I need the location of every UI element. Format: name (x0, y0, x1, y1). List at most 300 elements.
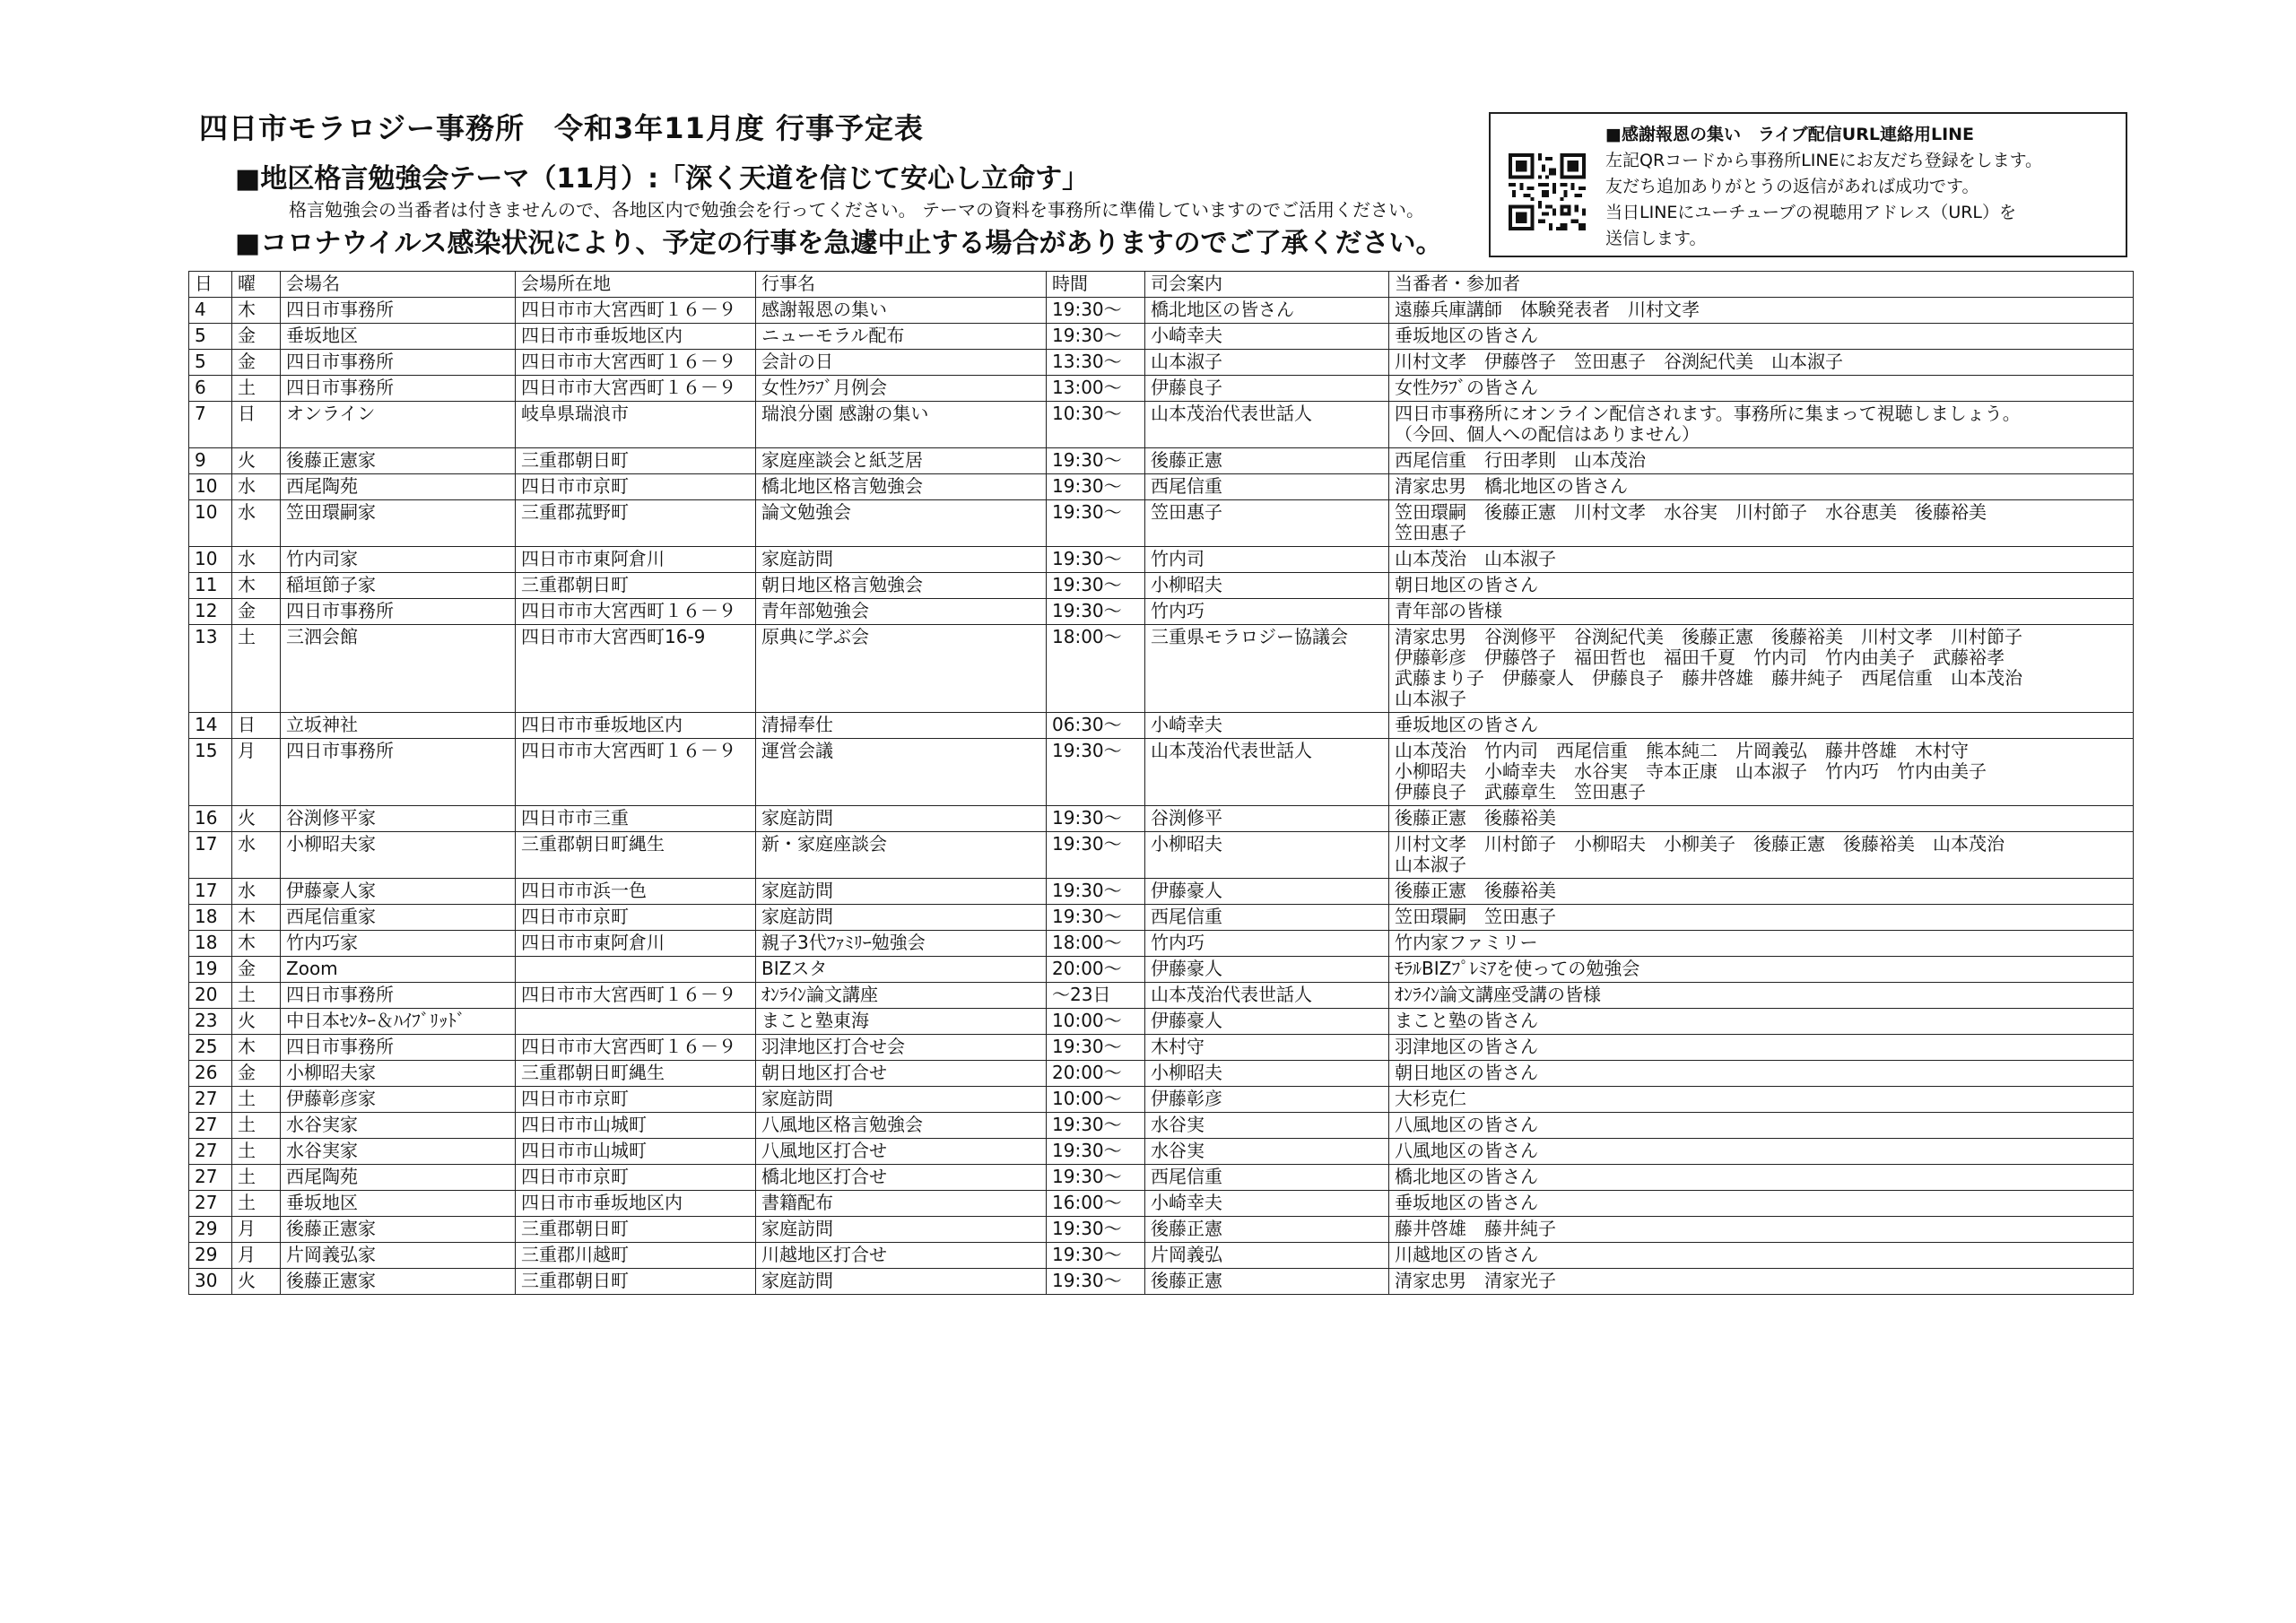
cell-event: 八風地区打合せ (756, 1139, 1047, 1165)
member-line: 四日市事務所にオンライン配信されます。事務所に集まって視聴しましょう。 (1395, 403, 2021, 424)
cell-venue: 後藤正憲家 (281, 1217, 516, 1243)
cell-time: 19:30～ (1047, 879, 1145, 905)
cell-weekday: 土 (232, 625, 281, 713)
cell-day: 29 (189, 1217, 232, 1243)
cell-host: 橋北地区の皆さん (1145, 298, 1389, 324)
line-box-text: 左記QRコードから事務所LINEにお友だち登録をします。 (1605, 151, 2043, 170)
cell-weekday: 月 (232, 739, 281, 806)
table-row (189, 599, 2134, 625)
cell-event: 家庭訪問 (756, 1217, 1047, 1243)
member-line: 清家忠男 清家光子 (1395, 1270, 1556, 1291)
member-line: 笠田環嗣 笠田惠子 (1395, 906, 1556, 927)
cell-event: 家庭座談会と紙芝居 (756, 448, 1047, 474)
cell-event: 家庭訪問 (756, 905, 1047, 931)
cell-day: 4 (189, 298, 232, 324)
cell-time: 19:30～ (1047, 1035, 1145, 1061)
member-line: 女性ｸﾗﾌﾞの皆さん (1395, 377, 1538, 398)
cell-weekday: 土 (232, 376, 281, 402)
cell-address: 四日市市京町 (516, 1087, 756, 1113)
cell-day: 5 (189, 350, 232, 376)
table-row (189, 625, 2134, 713)
corona-notice: ■コロナウイルス感染状況により、予定の行事を急遽中止する場合がありますのでご了承ください。 (235, 228, 1443, 259)
cell-day: 14 (189, 713, 232, 739)
table-row (189, 1269, 2134, 1295)
member-line: まこと塾の皆さん (1395, 1010, 1538, 1031)
page-title: 四日市モラロジー事務所 令和3年11月度 行事予定表 (199, 111, 924, 145)
cell-weekday: 火 (232, 1269, 281, 1295)
cell-address: 岐阜県瑞浪市 (516, 402, 756, 448)
cell-address: 三重郡朝日町 (516, 1269, 756, 1295)
member-line: 後藤正憲 後藤裕美 (1395, 880, 1556, 901)
cell-weekday: 木 (232, 298, 281, 324)
cell-members (1389, 402, 2134, 448)
header-host: 司会案内 (1145, 272, 1389, 298)
cell-venue: 西尾陶苑 (281, 1165, 516, 1191)
cell-address: 四日市市東阿倉川 (516, 547, 756, 573)
cell-venue: 竹内司家 (281, 547, 516, 573)
cell-day: 26 (189, 1061, 232, 1087)
member-line: 後藤正憲 後藤裕美 (1395, 807, 1556, 829)
cell-event: 瑞浪分園 感謝の集い (756, 402, 1047, 448)
table-row (189, 713, 2134, 739)
cell-venue: 谷渕修平家 (281, 806, 516, 832)
cell-time: 19:30～ (1047, 474, 1145, 500)
cell-time: 19:30～ (1047, 448, 1145, 474)
cell-members (1389, 957, 2134, 983)
cell-time: 19:30～ (1047, 599, 1145, 625)
cell-address: 四日市市垂坂地区内 (516, 1191, 756, 1217)
header-address: 会場所在地 (516, 272, 756, 298)
member-line: 川村文孝 川村節子 小柳昭夫 小柳美子 後藤正憲 後藤裕美 山本茂治 (1395, 833, 2005, 855)
cell-members (1389, 931, 2134, 957)
cell-host: 小崎幸夫 (1145, 713, 1389, 739)
cell-venue: 四日市事務所 (281, 599, 516, 625)
cell-day: 6 (189, 376, 232, 402)
cell-host: 後藤正憲 (1145, 448, 1389, 474)
table-row (189, 376, 2134, 402)
cell-event: 感謝報恩の集い (756, 298, 1047, 324)
cell-event: 家庭訪問 (756, 547, 1047, 573)
table-row (189, 1243, 2134, 1269)
cell-host: 伊藤彰彦 (1145, 1087, 1389, 1113)
table-row (189, 957, 2134, 983)
cell-members (1389, 905, 2134, 931)
member-line: 小柳昭夫 小崎幸夫 水谷実 寺本正康 山本淑子 竹内巧 竹内由美子 (1395, 760, 1987, 782)
cell-address: 四日市市大宮西町１６－９ (516, 599, 756, 625)
member-line: 川越地区の皆さん (1395, 1244, 1538, 1265)
cell-host: 伊藤良子 (1145, 376, 1389, 402)
cell-event: 家庭訪問 (756, 806, 1047, 832)
cell-members (1389, 739, 2134, 806)
table-row (189, 1009, 2134, 1035)
cell-weekday: 水 (232, 500, 281, 547)
cell-weekday: 火 (232, 806, 281, 832)
cell-address: 三重郡朝日町縄生 (516, 1061, 756, 1087)
member-line: 羽津地区の皆さん (1395, 1036, 1538, 1057)
table-row (189, 402, 2134, 448)
member-line: 大杉克仁 (1395, 1088, 1466, 1109)
cell-time: 19:30～ (1047, 547, 1145, 573)
qr-code-icon[interactable] (1509, 153, 1586, 230)
cell-day: 25 (189, 1035, 232, 1061)
cell-weekday: 金 (232, 957, 281, 983)
cell-event: 八風地区格言勉強会 (756, 1113, 1047, 1139)
member-line: 山本茂治 竹内司 西尾信重 熊本純二 片岡義弘 藤井啓雄 木村守 (1395, 740, 1969, 761)
cell-event: 原典に学ぶ会 (756, 625, 1047, 713)
cell-address: 四日市市大宮西町１６－９ (516, 983, 756, 1009)
cell-weekday: 金 (232, 324, 281, 350)
cell-event: 会計の日 (756, 350, 1047, 376)
cell-venue: 西尾信重家 (281, 905, 516, 931)
cell-weekday: 火 (232, 448, 281, 474)
cell-event: BIZスタ (756, 957, 1047, 983)
table-row (189, 905, 2134, 931)
cell-venue: 稲垣節子家 (281, 573, 516, 599)
cell-event: 書籍配布 (756, 1191, 1047, 1217)
cell-venue: 伊藤彰彦家 (281, 1087, 516, 1113)
cell-time: 10:30～ (1047, 402, 1145, 448)
cell-address: 四日市市浜一色 (516, 879, 756, 905)
cell-event: 川越地区打合せ (756, 1243, 1047, 1269)
cell-time: 10:00～ (1047, 1009, 1145, 1035)
member-line: 垂坂地区の皆さん (1395, 325, 1538, 346)
cell-members (1389, 1139, 2134, 1165)
cell-host: 小崎幸夫 (1145, 1191, 1389, 1217)
cell-weekday: 土 (232, 983, 281, 1009)
cell-weekday: 金 (232, 1061, 281, 1087)
cell-members (1389, 1191, 2134, 1217)
cell-time: 10:00～ (1047, 1087, 1145, 1113)
cell-weekday: 金 (232, 350, 281, 376)
cell-venue: 伊藤豪人家 (281, 879, 516, 905)
cell-address: 四日市市垂坂地区内 (516, 713, 756, 739)
cell-time: 20:00～ (1047, 1061, 1145, 1087)
cell-time: 19:30～ (1047, 298, 1145, 324)
cell-event: 家庭訪問 (756, 1087, 1047, 1113)
cell-venue: 四日市事務所 (281, 298, 516, 324)
cell-host: 竹内巧 (1145, 931, 1389, 957)
cell-weekday: 水 (232, 879, 281, 905)
member-line: 武藤まり子 伊藤豪人 伊藤良子 藤井啓雄 藤井純子 西尾信重 山本茂治 (1395, 667, 2022, 689)
cell-venue: 四日市事務所 (281, 376, 516, 402)
cell-weekday: 水 (232, 832, 281, 879)
cell-day: 10 (189, 547, 232, 573)
cell-venue: 四日市事務所 (281, 1035, 516, 1061)
cell-address: 四日市市大宮西町１６－９ (516, 1035, 756, 1061)
schedule-body (189, 298, 2134, 1295)
cell-address: 四日市市大宮西町16-9 (516, 625, 756, 713)
cell-members (1389, 350, 2134, 376)
cell-host: 西尾信重 (1145, 905, 1389, 931)
cell-host: 山本茂治代表世話人 (1145, 983, 1389, 1009)
cell-time: 06:30～ (1047, 713, 1145, 739)
cell-day: 11 (189, 573, 232, 599)
table-row (189, 500, 2134, 547)
member-line: 山本淑子 (1395, 688, 1466, 709)
cell-venue: 四日市事務所 (281, 350, 516, 376)
cell-venue: オンライン (281, 402, 516, 448)
table-row (189, 1087, 2134, 1113)
cell-event: 橋北地区格言勉強会 (756, 474, 1047, 500)
cell-venue: 水谷実家 (281, 1139, 516, 1165)
cell-address (516, 957, 756, 983)
cell-address: 四日市市大宮西町１６－９ (516, 739, 756, 806)
cell-address: 四日市市三重 (516, 806, 756, 832)
cell-event: 羽津地区打合せ会 (756, 1035, 1047, 1061)
cell-weekday: 日 (232, 402, 281, 448)
member-line: 八風地区の皆さん (1395, 1114, 1538, 1135)
cell-day: 29 (189, 1243, 232, 1269)
cell-time: 19:30～ (1047, 1113, 1145, 1139)
cell-host: 笠田惠子 (1145, 500, 1389, 547)
cell-members (1389, 806, 2134, 832)
cell-venue: 笠田環嗣家 (281, 500, 516, 547)
cell-address: 四日市市山城町 (516, 1139, 756, 1165)
cell-host: 山本淑子 (1145, 350, 1389, 376)
cell-members (1389, 324, 2134, 350)
cell-address: 三重郡菰野町 (516, 500, 756, 547)
header-venue: 会場名 (281, 272, 516, 298)
cell-time: 18:00～ (1047, 625, 1145, 713)
cell-address: 三重郡朝日町 (516, 573, 756, 599)
cell-time: 19:30～ (1047, 1139, 1145, 1165)
cell-venue: Zoom (281, 957, 516, 983)
cell-host: 後藤正憲 (1145, 1269, 1389, 1295)
cell-host: 後藤正憲 (1145, 1217, 1389, 1243)
table-row (189, 350, 2134, 376)
cell-address: 三重郡朝日町 (516, 1217, 756, 1243)
cell-address: 四日市市垂坂地区内 (516, 324, 756, 350)
table-header-row (189, 272, 2134, 298)
cell-day: 27 (189, 1139, 232, 1165)
cell-venue: 片岡義弘家 (281, 1243, 516, 1269)
schedule-table (188, 271, 2134, 1295)
cell-weekday: 木 (232, 931, 281, 957)
cell-day: 12 (189, 599, 232, 625)
cell-day: 10 (189, 474, 232, 500)
table-row (189, 931, 2134, 957)
cell-day: 27 (189, 1191, 232, 1217)
cell-day: 17 (189, 832, 232, 879)
cell-venue: 竹内巧家 (281, 931, 516, 957)
cell-venue: 立坂神社 (281, 713, 516, 739)
cell-members (1389, 983, 2134, 1009)
cell-venue: 垂坂地区 (281, 1191, 516, 1217)
header-weekday: 曜 (232, 272, 281, 298)
member-line: 竹内家ファミリー (1395, 932, 1538, 953)
cell-host: 小柳昭夫 (1145, 832, 1389, 879)
cell-host: 伊藤豪人 (1145, 1009, 1389, 1035)
member-line: 八風地区の皆さん (1395, 1140, 1538, 1161)
cell-address: 四日市市山城町 (516, 1113, 756, 1139)
cell-day: 13 (189, 625, 232, 713)
cell-members (1389, 1009, 2134, 1035)
header-members: 当番者・参加者 (1389, 272, 2134, 298)
cell-address: 四日市市大宮西町１６－９ (516, 298, 756, 324)
cell-venue: 小柳昭夫家 (281, 832, 516, 879)
table-row (189, 1165, 2134, 1191)
cell-host: 木村守 (1145, 1035, 1389, 1061)
cell-weekday: 土 (232, 1191, 281, 1217)
cell-day: 20 (189, 983, 232, 1009)
table-row (189, 324, 2134, 350)
cell-address: 三重郡川越町 (516, 1243, 756, 1269)
cell-members (1389, 1217, 2134, 1243)
cell-host: 山本茂治代表世話人 (1145, 402, 1389, 448)
table-row (189, 832, 2134, 879)
cell-day: 16 (189, 806, 232, 832)
cell-time: 16:00～ (1047, 1191, 1145, 1217)
cell-venue: 後藤正憲家 (281, 1269, 516, 1295)
cell-address: 三重郡朝日町縄生 (516, 832, 756, 879)
header-day: 日 (189, 272, 232, 298)
line-box-body (1605, 148, 2042, 252)
cell-host: 小崎幸夫 (1145, 324, 1389, 350)
cell-host: 水谷実 (1145, 1113, 1389, 1139)
theme-note: 格言勉強会の当番者は付きませんので、各地区内で勉強会を行ってください。 テーマの資料を事務所に準備していますのでご活用ください。 (289, 199, 1424, 221)
cell-event: 清掃奉仕 (756, 713, 1047, 739)
cell-members (1389, 1269, 2134, 1295)
cell-weekday: 土 (232, 1165, 281, 1191)
cell-weekday: 木 (232, 1035, 281, 1061)
cell-weekday: 土 (232, 1087, 281, 1113)
cell-host: 西尾信重 (1145, 1165, 1389, 1191)
cell-day: 23 (189, 1009, 232, 1035)
member-line: 清家忠男 谷渕修平 谷渕紀代美 後藤正憲 後藤裕美 川村文孝 川村節子 (1395, 626, 2022, 647)
cell-members (1389, 713, 2134, 739)
cell-time: 19:30～ (1047, 1165, 1145, 1191)
cell-host: 小柳昭夫 (1145, 1061, 1389, 1087)
member-line: 垂坂地区の皆さん (1395, 714, 1538, 735)
cell-host: 谷渕修平 (1145, 806, 1389, 832)
cell-time: 19:30～ (1047, 324, 1145, 350)
table-row (189, 1061, 2134, 1087)
cell-members (1389, 1087, 2134, 1113)
line-box-title: ■感謝報恩の集い ライブ配信URL連絡用LINE (1605, 125, 1975, 144)
table-row (189, 739, 2134, 806)
cell-event: 新・家庭座談会 (756, 832, 1047, 879)
cell-venue: 小柳昭夫家 (281, 1061, 516, 1087)
table-row (189, 806, 2134, 832)
cell-event: ニューモラル配布 (756, 324, 1047, 350)
cell-event: 運営会議 (756, 739, 1047, 806)
cell-weekday: 火 (232, 1009, 281, 1035)
cell-event: 女性ｸﾗﾌﾞ月例会 (756, 376, 1047, 402)
cell-event: 朝日地区打合せ (756, 1061, 1047, 1087)
cell-day: 27 (189, 1087, 232, 1113)
header-event: 行事名 (756, 272, 1047, 298)
cell-host: 伊藤豪人 (1145, 957, 1389, 983)
cell-address: 四日市市東阿倉川 (516, 931, 756, 957)
cell-time: 19:30～ (1047, 832, 1145, 879)
cell-venue: 西尾陶苑 (281, 474, 516, 500)
cell-members (1389, 448, 2134, 474)
cell-host: 水谷実 (1145, 1139, 1389, 1165)
table-row (189, 1139, 2134, 1165)
cell-members (1389, 1165, 2134, 1191)
cell-time: 19:30～ (1047, 500, 1145, 547)
cell-members (1389, 1035, 2134, 1061)
cell-members (1389, 1061, 2134, 1087)
member-line: 笠田環嗣 後藤正憲 川村文孝 水谷実 川村節子 水谷恵美 後藤裕美 (1395, 501, 1987, 523)
cell-address: 四日市市大宮西町１６－９ (516, 376, 756, 402)
cell-members (1389, 879, 2134, 905)
cell-host: 伊藤豪人 (1145, 879, 1389, 905)
cell-members (1389, 547, 2134, 573)
cell-time: 19:30～ (1047, 739, 1145, 806)
line-info-box (1489, 112, 2127, 257)
cell-members (1389, 376, 2134, 402)
cell-venue: 垂坂地区 (281, 324, 516, 350)
member-line: 朝日地区の皆さん (1395, 574, 1538, 595)
cell-day: 18 (189, 931, 232, 957)
cell-time: 19:30～ (1047, 573, 1145, 599)
cell-address: 四日市市京町 (516, 1165, 756, 1191)
cell-event: 家庭訪問 (756, 879, 1047, 905)
cell-time: 20:00～ (1047, 957, 1145, 983)
table-row (189, 547, 2134, 573)
cell-time: 19:30～ (1047, 905, 1145, 931)
member-line: 遠藤兵庫講師 体験発表者 川村文孝 (1395, 299, 1700, 320)
table-row (189, 1035, 2134, 1061)
cell-members (1389, 599, 2134, 625)
cell-weekday: 土 (232, 1113, 281, 1139)
line-box-text: 送信します。 (1605, 229, 1707, 248)
cell-weekday: 月 (232, 1243, 281, 1269)
cell-weekday: 木 (232, 905, 281, 931)
cell-venue: 四日市事務所 (281, 739, 516, 806)
member-line: 清家忠男 橋北地区の皆さん (1395, 475, 1628, 497)
member-line: 川村文孝 伊藤啓子 笠田惠子 谷渕紀代美 山本淑子 (1395, 351, 1843, 372)
member-line: 山本茂治 山本淑子 (1395, 548, 1556, 569)
member-line: 藤井啓雄 藤井純子 (1395, 1218, 1556, 1239)
cell-day: 9 (189, 448, 232, 474)
cell-time: 18:00～ (1047, 931, 1145, 957)
cell-event: 青年部勉強会 (756, 599, 1047, 625)
cell-time: 19:30～ (1047, 1269, 1145, 1295)
cell-weekday: 木 (232, 573, 281, 599)
cell-host: 三重県モラロジー協議会 (1145, 625, 1389, 713)
cell-time: 19:30～ (1047, 806, 1145, 832)
cell-host: 片岡義弘 (1145, 1243, 1389, 1269)
cell-venue: 四日市事務所 (281, 983, 516, 1009)
cell-venue: 後藤正憲家 (281, 448, 516, 474)
cell-day: 5 (189, 324, 232, 350)
cell-venue: 三泗会館 (281, 625, 516, 713)
cell-weekday: 金 (232, 599, 281, 625)
cell-day: 27 (189, 1165, 232, 1191)
member-line: （今回、個人への配信はありません） (1395, 423, 1700, 445)
line-box-text: 友だち追加ありがとうの返信があれば成功です。 (1605, 177, 1979, 196)
cell-members (1389, 1113, 2134, 1139)
cell-event: 家庭訪問 (756, 1269, 1047, 1295)
cell-members (1389, 625, 2134, 713)
cell-event: 橋北地区打合せ (756, 1165, 1047, 1191)
member-line: 笠田惠子 (1395, 522, 1466, 543)
cell-day: 19 (189, 957, 232, 983)
table-row (189, 474, 2134, 500)
cell-members (1389, 832, 2134, 879)
member-line: 伊藤彰彦 伊藤啓子 福田哲也 福田千夏 竹内司 竹内由美子 武藤裕孝 (1395, 647, 2005, 668)
cell-time: 19:30～ (1047, 1217, 1145, 1243)
table-row (189, 1217, 2134, 1243)
table-row (189, 448, 2134, 474)
member-line: 山本淑子 (1395, 854, 1466, 875)
member-line: 青年部の皆様 (1395, 600, 1502, 621)
cell-host: 山本茂治代表世話人 (1145, 739, 1389, 806)
member-line: ｵﾝﾗｲﾝ論文講座受講の皆様 (1395, 984, 1601, 1005)
cell-venue: 中日本ｾﾝﾀｰ＆ﾊｲﾌﾞﾘｯﾄﾞ (281, 1009, 516, 1035)
